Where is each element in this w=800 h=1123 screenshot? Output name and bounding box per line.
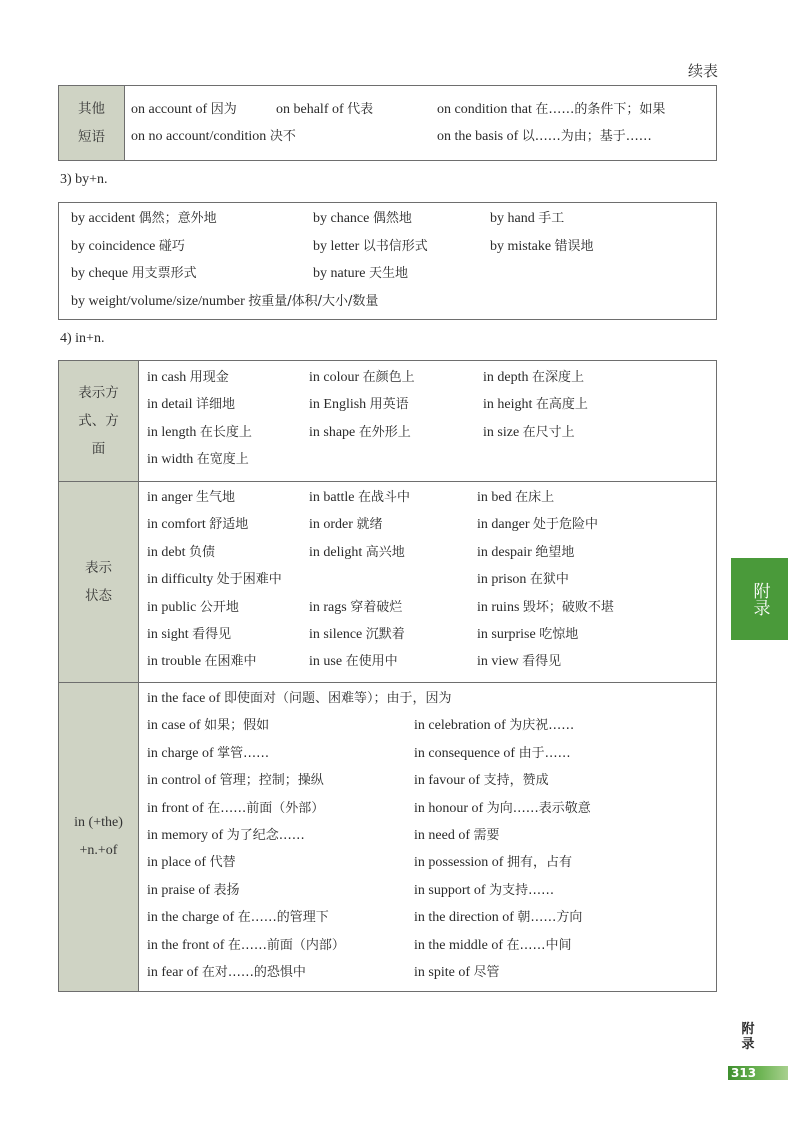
phrase-english: in despair: [477, 544, 532, 560]
phrase-english: in comfort: [147, 517, 206, 533]
phrase-header: [59, 683, 139, 991]
phrase-chinese: 为向……表示敬意: [486, 800, 591, 816]
phrase-chinese: 在……前面（内部）: [227, 937, 345, 953]
phrase-entry: [477, 570, 569, 590]
phrase-english: in rags: [309, 599, 347, 615]
phrase-chinese: 在战斗中: [358, 490, 411, 505]
phrase-chinese: 用支票形式: [131, 266, 197, 281]
phrase-entry: [309, 423, 411, 443]
phrase-entry: [147, 963, 306, 983]
phrase-entry: [490, 237, 594, 257]
phrase-english: by accident: [71, 211, 136, 226]
phrase-english: in front of: [147, 800, 204, 816]
phrase-chinese: 在外形上: [358, 424, 411, 440]
phrase-entry: [414, 744, 571, 764]
manner-header-text: 表示方式、方面: [78, 385, 119, 457]
phrase-english: in honour of: [414, 800, 484, 816]
phrase-entry: [276, 100, 373, 120]
phrase-entry: [147, 853, 236, 873]
phrase-english: on condition that: [437, 102, 532, 117]
phrase-english: in size: [483, 424, 520, 440]
phrase-entry: [147, 543, 215, 563]
phrase-chinese: 代表: [347, 102, 374, 117]
phrase-english: in width: [147, 451, 194, 467]
row-divider: [59, 481, 716, 482]
phrase-english: in silence: [309, 627, 363, 642]
phrase-english: in the front of: [147, 937, 225, 953]
appendix-tab-label: 附录: [749, 582, 770, 616]
phrase-chinese: 偶然地: [372, 211, 412, 226]
phrase-chinese: 绝望地: [535, 544, 575, 560]
phrase-english: in possession of: [414, 855, 504, 871]
phrase-chinese: 如果；假如: [204, 718, 270, 734]
phrase-chinese: 用现金: [189, 370, 229, 385]
phrase-header-line-1: in (+the): [74, 815, 123, 830]
phrase-english: on the basis of: [437, 129, 519, 144]
phrase-english: in difficulty: [147, 572, 214, 588]
appendix-side-mark: 附录: [741, 1022, 755, 1052]
phrase-entry: [71, 209, 217, 229]
phrase-english: in shape: [309, 424, 356, 440]
phrase-entry: [414, 853, 572, 873]
phrase-entry: [477, 543, 574, 563]
phrase-english: in surprise: [477, 627, 536, 642]
phrase-chinese: 朝……方向: [517, 910, 583, 926]
phrase-english: in order: [309, 517, 353, 533]
appendix-tab[interactable]: [731, 558, 788, 640]
phrase-entry: [147, 570, 282, 590]
phrase-english: in place of: [147, 855, 207, 871]
phrase-entry: [147, 936, 345, 956]
phrase-english: in battle: [309, 490, 355, 505]
phrase-chinese: 在高度上: [535, 397, 588, 413]
phrase-chinese: 为庆祝……: [509, 718, 575, 734]
phrase-english: in danger: [477, 517, 530, 533]
phrase-english: in charge of: [147, 745, 214, 761]
phrase-english: in prison: [477, 572, 527, 588]
phrase-entry: [414, 799, 591, 819]
phrase-entry: [147, 515, 248, 535]
phrase-entry: [71, 292, 378, 312]
phrase-entry: [483, 368, 584, 388]
phrase-chinese: 处于困难中: [216, 572, 282, 588]
phrase-entry: [477, 515, 598, 535]
phrase-chinese: 生气地: [195, 490, 235, 505]
phrase-english: in ruins: [477, 599, 520, 615]
phrase-entry: [147, 598, 239, 618]
phrase-chinese: 在床上: [515, 490, 555, 505]
phrase-chinese: 掌管……: [217, 745, 270, 761]
phrase-entry: [490, 209, 564, 229]
phrase-chinese: 碰巧: [158, 238, 185, 254]
phrase-english: in colour: [309, 370, 360, 385]
phrase-english: in favour of: [414, 773, 481, 789]
state-header: [59, 482, 139, 682]
continued-label: 续表: [687, 62, 718, 80]
phrase-entry: [147, 450, 249, 470]
phrase-entry: [414, 908, 582, 928]
phrase-english: in celebration of: [414, 718, 506, 734]
phrase-entry: [147, 744, 269, 764]
phrase-chinese: 在长度上: [199, 424, 252, 440]
phrase-english: by weight/volume/size/number: [71, 293, 245, 309]
phrase-english: in height: [483, 397, 533, 413]
phrase-entry: [147, 716, 269, 736]
phrase-entry: [414, 963, 500, 983]
phrase-entry: [71, 237, 185, 257]
phrase-chinese: 就绪: [356, 517, 383, 533]
phrase-english: in the middle of: [414, 937, 504, 953]
state-header-text: 表示状态: [85, 560, 112, 604]
other-phrases-table: [58, 85, 717, 161]
phrase-entry: [147, 908, 329, 928]
phrase-english: in sight: [147, 627, 189, 642]
section-3-label: 3) by+n.: [60, 172, 108, 187]
phrase-chinese: 表扬: [213, 882, 240, 898]
phrase-entry: [477, 488, 554, 508]
phrase-entry: [437, 127, 652, 147]
phrase-entry: [309, 515, 382, 535]
phrase-entry: [313, 264, 408, 284]
phrase-chinese: 为了纪念……: [226, 828, 305, 843]
phrase-english: in length: [147, 424, 197, 440]
phrase-entry: [477, 625, 578, 645]
phrase-chinese: 公开地: [199, 599, 239, 615]
phrase-chinese: 看得见: [192, 627, 232, 642]
phrase-entry: [309, 488, 410, 508]
phrase-entry: [147, 395, 235, 415]
phrase-english: in debt: [147, 544, 186, 560]
phrase-entry: [309, 598, 402, 618]
phrase-chinese: 吃惊地: [539, 627, 579, 642]
phrase-chinese: 错误地: [554, 238, 594, 254]
phrase-chinese: 在……中间: [506, 937, 572, 953]
phrase-chinese: 即使面对（问题、困难等）；由于，因为: [223, 691, 452, 706]
phrase-english: in praise of: [147, 882, 210, 898]
phrase-chinese: 在颜色上: [362, 370, 415, 385]
other-phrases-header-text: 其他短语: [78, 101, 105, 145]
phrase-chinese: 在困难中: [204, 654, 257, 670]
phrase-chinese: 以……为由；基于……: [521, 129, 652, 144]
phrase-entry: [147, 689, 451, 709]
phrase-chinese: 需要: [473, 828, 500, 843]
phrase-header-text: [74, 809, 123, 865]
phrase-chinese: 用英语: [369, 397, 409, 413]
phrase-entry: [147, 826, 305, 846]
phrase-english: in view: [477, 654, 519, 670]
phrase-entry: [147, 652, 257, 672]
phrase-english: by coincidence: [71, 238, 156, 254]
phrase-english: in spite of: [414, 965, 470, 980]
row-divider: [59, 682, 716, 683]
phrase-entry: [414, 771, 549, 791]
phrase-entry: [147, 881, 240, 901]
phrase-entry: [477, 598, 614, 618]
phrase-chinese: 在……前面（外部）: [207, 800, 325, 816]
phrase-entry: [131, 100, 237, 120]
phrase-english: in control of: [147, 773, 217, 789]
phrase-entry: [147, 423, 252, 443]
phrase-english: by hand: [490, 211, 535, 226]
phrase-chinese: 处于危险中: [532, 517, 598, 533]
phrase-chinese: 高兴地: [365, 544, 405, 560]
phrase-english: in detail: [147, 397, 193, 413]
phrase-entry: [309, 543, 405, 563]
phrase-english: by letter: [313, 238, 360, 254]
phrase-english: in memory of: [147, 828, 224, 843]
phrase-entry: [147, 625, 231, 645]
phrase-chinese: 在尺寸上: [522, 424, 575, 440]
phrase-chinese: 因为: [210, 102, 237, 117]
phrase-chinese: 尽管: [473, 965, 500, 980]
phrase-english: in case of: [147, 718, 201, 734]
in-noun-table: [58, 360, 717, 992]
phrase-english: in use: [309, 654, 343, 670]
phrase-entry: [477, 652, 561, 672]
manner-header: [59, 361, 139, 481]
phrase-chinese: 穿着破烂: [350, 599, 403, 615]
phrase-chinese: 沉默着: [365, 627, 405, 642]
phrase-entry: [71, 264, 197, 284]
phrase-english: in delight: [309, 544, 363, 560]
phrase-entry: [309, 368, 415, 388]
phrase-entry: [483, 395, 588, 415]
phrase-english: on account of: [131, 102, 208, 117]
phrase-chinese: 在宽度上: [196, 451, 249, 467]
phrase-chinese: 详细地: [196, 397, 236, 413]
phrase-english: by chance: [313, 211, 370, 226]
by-noun-table: [58, 202, 717, 320]
phrase-english: in support of: [414, 882, 486, 898]
phrase-chinese: 由于……: [518, 745, 571, 761]
phrase-english: in the face of: [147, 691, 221, 706]
phrase-entry: [313, 209, 412, 229]
phrase-english: in trouble: [147, 654, 202, 670]
phrase-english: in depth: [483, 370, 529, 385]
phrase-chinese: 手工: [538, 211, 565, 226]
phrase-chinese: 毁坏；破败不堪: [522, 599, 614, 615]
phrase-entry: [131, 127, 296, 147]
phrase-chinese: 以书信形式: [362, 238, 428, 254]
phrase-entry: [147, 368, 229, 388]
phrase-chinese: 偶然；意外地: [138, 211, 217, 226]
phrase-chinese: 按重量/体积/大小/数量: [248, 293, 379, 309]
phrase-english: by nature: [313, 266, 366, 281]
phrase-chinese: 支持，赞成: [483, 773, 549, 789]
phrase-chinese: 代替: [209, 855, 236, 871]
phrase-chinese: 在……的条件下；如果: [535, 102, 666, 117]
phrase-english: in the direction of: [414, 910, 514, 926]
phrase-entry: [309, 652, 398, 672]
phrase-english: in anger: [147, 490, 193, 505]
phrase-header-line-2: +n.+of: [79, 843, 118, 858]
phrase-entry: [309, 625, 405, 645]
phrase-english: on no account/condition: [131, 129, 267, 144]
phrase-entry: [313, 237, 428, 257]
phrase-chinese: 天生地: [368, 266, 408, 281]
phrase-chinese: 拥有，占有: [506, 855, 572, 871]
phrase-entry: [309, 395, 409, 415]
phrase-chinese: 在对……的恐惧中: [201, 965, 306, 980]
phrase-chinese: 在深度上: [532, 370, 585, 385]
phrase-english: in fear of: [147, 965, 199, 980]
phrase-entry: [147, 799, 324, 819]
phrase-chinese: 看得见: [522, 654, 562, 670]
phrase-english: in public: [147, 599, 197, 615]
phrase-chinese: 在使用中: [345, 654, 398, 670]
phrase-english: in English: [309, 397, 367, 413]
phrase-english: in the charge of: [147, 910, 235, 926]
section-4-label: 4) in+n.: [60, 331, 105, 346]
phrase-english: in need of: [414, 828, 470, 843]
phrase-chinese: 为支持……: [489, 882, 555, 898]
phrase-entry: [147, 771, 324, 791]
page-number: 313: [731, 1066, 757, 1080]
phrase-chinese: 决不: [269, 129, 296, 144]
phrase-chinese: 负债: [189, 544, 216, 560]
other-phrases-header: [59, 86, 125, 160]
phrase-entry: [414, 881, 554, 901]
phrase-english: by mistake: [490, 238, 552, 254]
phrase-entry: [147, 488, 235, 508]
phrase-english: in bed: [477, 490, 512, 505]
phrase-english: on behalf of: [276, 102, 344, 117]
phrase-chinese: 舒适地: [209, 517, 249, 533]
phrase-chinese: 在狱中: [529, 572, 569, 588]
phrase-english: in consequence of: [414, 745, 516, 761]
phrase-english: by cheque: [71, 266, 129, 281]
phrase-entry: [414, 936, 572, 956]
phrase-chinese: 管理；控制；操纵: [219, 773, 324, 789]
phrase-entry: [414, 716, 574, 736]
phrase-english: in cash: [147, 370, 187, 385]
phrase-chinese: 在……的管理下: [237, 910, 329, 926]
phrase-entry: [483, 423, 575, 443]
phrase-entry: [437, 100, 665, 120]
phrase-entry: [414, 826, 500, 846]
